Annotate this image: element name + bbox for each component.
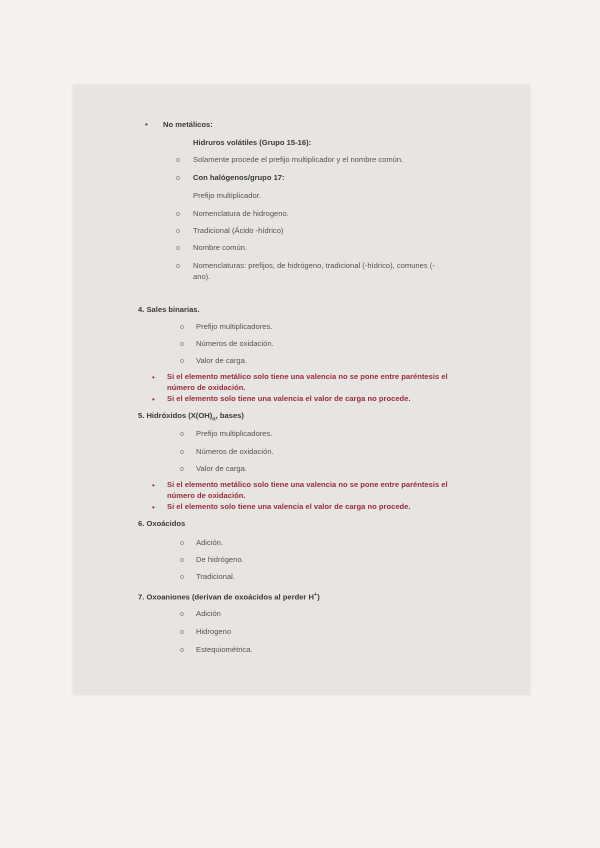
- list-item: Valor de carga.: [196, 464, 247, 473]
- salts-note-2: Si el elemento solo tiene una valencia el valor de carga no procede.: [167, 394, 411, 403]
- section-heading-hydroxides: 5. Hidróxidos ($X(OH)_n$, bases): [138, 411, 244, 423]
- circle-marker: o: [180, 629, 184, 636]
- list-item: Números de oxidación.: [196, 447, 274, 456]
- circle-marker: o: [176, 211, 180, 218]
- bullet-marker: •: [145, 120, 148, 129]
- salts-note-1-line-2: número de oxidación.: [167, 383, 246, 392]
- list-item: Prefijo multiplicadores.: [196, 322, 273, 331]
- list-item: Tradicional.: [196, 572, 235, 581]
- circle-marker: o: [180, 540, 184, 547]
- circle-marker: o: [180, 449, 184, 456]
- circle-marker: o: [180, 611, 184, 618]
- nomenclatures-line-2: ano).: [193, 272, 211, 281]
- bullet-marker: •: [152, 503, 155, 512]
- list-item: Tradicional (Ácido -hídrico): [193, 226, 284, 235]
- circle-marker: o: [180, 647, 184, 654]
- circle-marker: o: [180, 574, 184, 581]
- halogens-heading: Con halógenos/grupo 17:: [193, 173, 285, 182]
- circle-marker: o: [180, 358, 184, 365]
- list-item: Nombre común.: [193, 243, 248, 252]
- circle-marker: o: [176, 245, 180, 252]
- list-item: Números de oxidación.: [196, 339, 274, 348]
- circle-marker: o: [180, 431, 184, 438]
- document-page: [73, 85, 530, 695]
- hydroxides-note-1-line-1: Si el elemento metálico solo tiene una valencia no se pone entre paréntesis el: [167, 480, 448, 489]
- section-heading-oxoanions: 7. Oxoaniones (derivan de oxoácidos al perder H+): [138, 592, 320, 602]
- hydroxides-note-1-line-2: número de oxidación.: [167, 491, 246, 500]
- hydrides-item: Solamente procede el prefijo multiplicador y el nombre común.: [193, 155, 404, 164]
- circle-marker: o: [176, 263, 180, 270]
- bullet-marker: •: [152, 395, 155, 404]
- section-heading-oxoacids: 6. Oxoácidos: [138, 519, 186, 528]
- section-heading-nonmetals: No metálicos:: [163, 120, 213, 129]
- salts-note-1-line-1: Si el elemento metálico solo tiene una valencia no se pone entre paréntesis el: [167, 372, 448, 381]
- list-item: Estequiométrica.: [196, 645, 253, 654]
- circle-marker: o: [176, 175, 180, 182]
- section-heading-salts: 4. Sales binarias.: [138, 305, 200, 314]
- circle-marker: o: [180, 341, 184, 348]
- circle-marker: o: [180, 557, 184, 564]
- halogens-prefix: Prefijo multiplicador.: [193, 191, 261, 200]
- nomenclatures-line-1: Nomenclaturas: prefijos, de hidrógeno, tradicional (-hídrico), comunes (-: [193, 261, 435, 270]
- circle-marker: o: [180, 466, 184, 473]
- list-item: Adición: [196, 609, 221, 618]
- circle-marker: o: [180, 324, 184, 331]
- bullet-marker: •: [152, 373, 155, 382]
- hydroxides-note-2: Si el elemento solo tiene una valencia el valor de carga no procede.: [167, 502, 411, 511]
- list-item: Nomenclatura de hidrogeno.: [193, 209, 289, 218]
- list-item: Valor de carga.: [196, 356, 247, 365]
- list-item: Adición.: [196, 538, 224, 547]
- bullet-marker: •: [152, 481, 155, 490]
- list-item: Prefijo multiplicadores.: [196, 429, 273, 438]
- list-item: De hidrógeno.: [196, 555, 244, 564]
- list-item: Hidrogeno: [196, 627, 232, 636]
- hydrides-heading: Hidruros volátiles (Grupo 15-16):: [193, 138, 312, 147]
- circle-marker: o: [176, 228, 180, 235]
- circle-marker: o: [176, 157, 180, 164]
